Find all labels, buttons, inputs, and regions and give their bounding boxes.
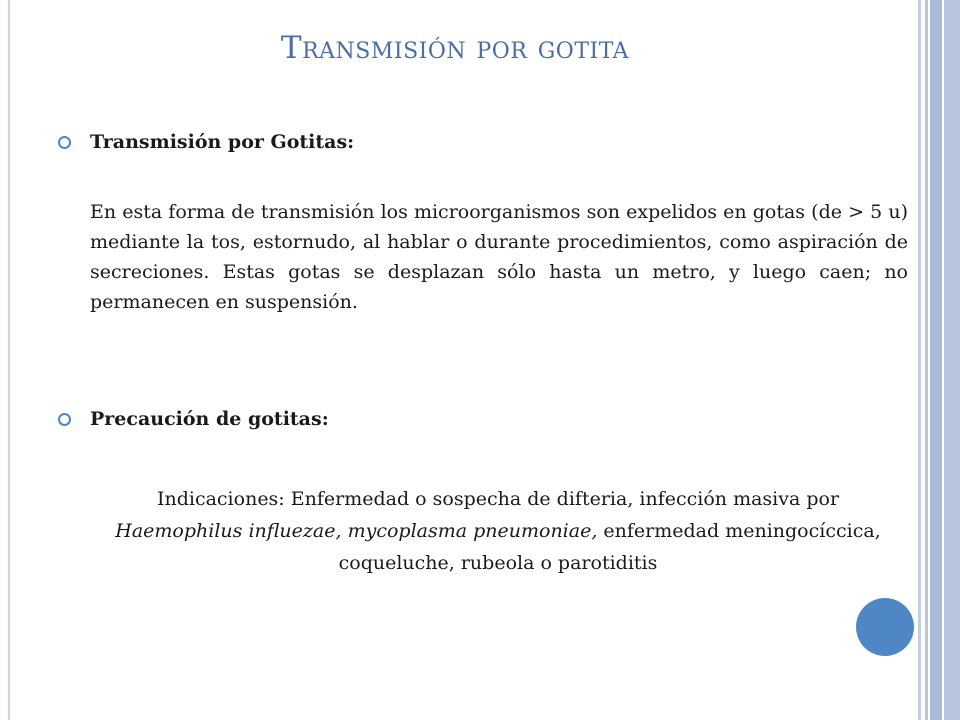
stripe [944,0,960,720]
indications-text-tail: enfermedad meningocíccica, coqueluche, rubeola o parotiditis [338,520,881,574]
slide-title: Transmisión por gotita [280,30,630,66]
indications-text: Indicaciones: Enfermedad o sospecha de difteria, infección masiva por [156,488,840,510]
bullet-circle-icon [58,136,71,149]
transmission-description: En esta forma de transmisión los microorganismos son expelidos en gotas (de > 5 u) mediante la tos, estornudo, al hablar o durante procedimientos, como aspiración de secreciones. Estas gotas se desplazan sólo hasta un metro, y luego caen; no permanecen en suspensión. [90,201,908,313]
bullet-heading: Precaución de gotitas: [90,408,329,430]
right-decorative-stripes [918,0,960,720]
bullet-circle-icon [58,413,71,426]
bullet-heading: Transmisión por Gotitas: [90,131,355,153]
indications-paragraph [98,483,898,579]
stripe [930,0,942,720]
pathogen-names: Haemophilus influezae, mycoplasma pneumoniae, [115,520,598,542]
bullet-item-transmision [58,131,354,153]
accent-circle-icon [856,598,914,656]
bullet-item-precaucion [58,408,329,430]
left-divider [8,0,10,720]
